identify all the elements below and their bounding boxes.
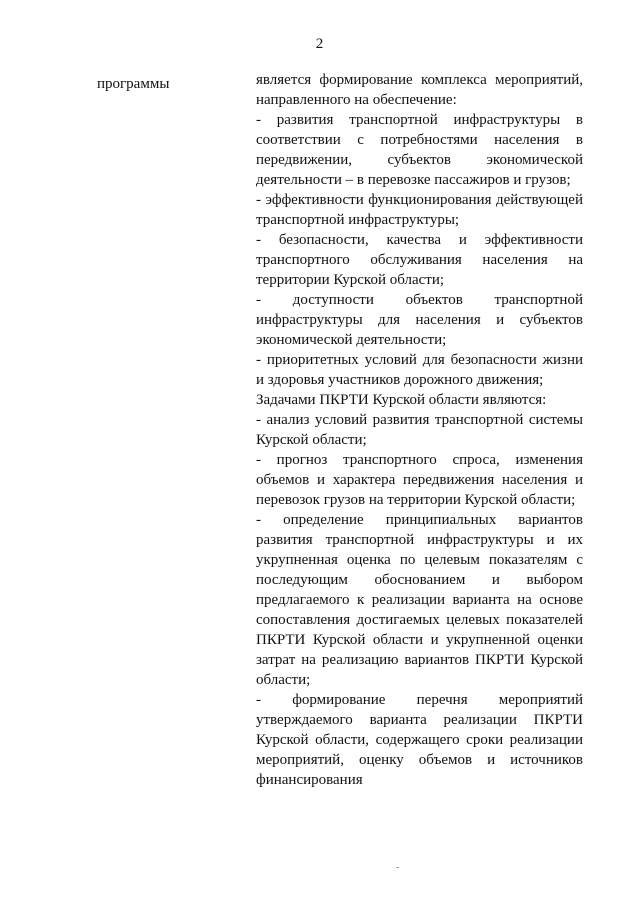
paragraph: - приоритетных условий для безопасности жизни и здоровья участников дорожного движения; [256, 352, 583, 388]
table-left-cell-label: программы [97, 76, 170, 92]
table-right-cell-content [256, 70, 583, 790]
paragraph: - безопасности, качества и эффективности транспортного обслуживания населения на территории Курской области; [256, 232, 583, 288]
paragraph: - анализ условий развития транспортной системы Курской области; [256, 412, 583, 448]
paragraph: - эффективности функционирования действующей транспортной инфраструктуры; [256, 192, 583, 228]
paragraph: - определение принципиальных вариантов развития транспортной инфраструктуры и их укрупненная оценка по целевым показателям с последующим обоснованием и выбором предлагаемого к реализации варианта на основе сопоставления достигаемых целевых показателей ПКРТИ Курской области и укрупненной оценки затрат на реализацию вариантов ПКРТИ Курской области; [256, 512, 583, 688]
paragraph: является формирование комплекса мероприятий, направленного на обеспечение: [256, 72, 583, 108]
page-number: 2 [315, 36, 324, 52]
paragraph: Задачами ПКРТИ Курской области являются: [256, 392, 547, 408]
footer-mark: - [396, 862, 400, 873]
paragraph: - прогноз транспортного спроса, изменения объемов и характера передвижения населения и перевозок грузов на территории Курской области; [256, 452, 583, 508]
paragraph: - доступности объектов транспортной инфраструктуры для населения и субъектов экономической деятельности; [256, 292, 583, 348]
paragraph: - формирование перечня мероприятий утверждаемого варианта реализации ПКРТИ Курской области, содержащего сроки реализации мероприятий, оценку объемов и источников финансирования [256, 692, 583, 788]
paragraph: - развития транспортной инфраструктуры в соответствии с потребностями населения в передвижении, субъектов экономической деятельности – в перевозке пассажиров и грузов; [256, 112, 583, 188]
